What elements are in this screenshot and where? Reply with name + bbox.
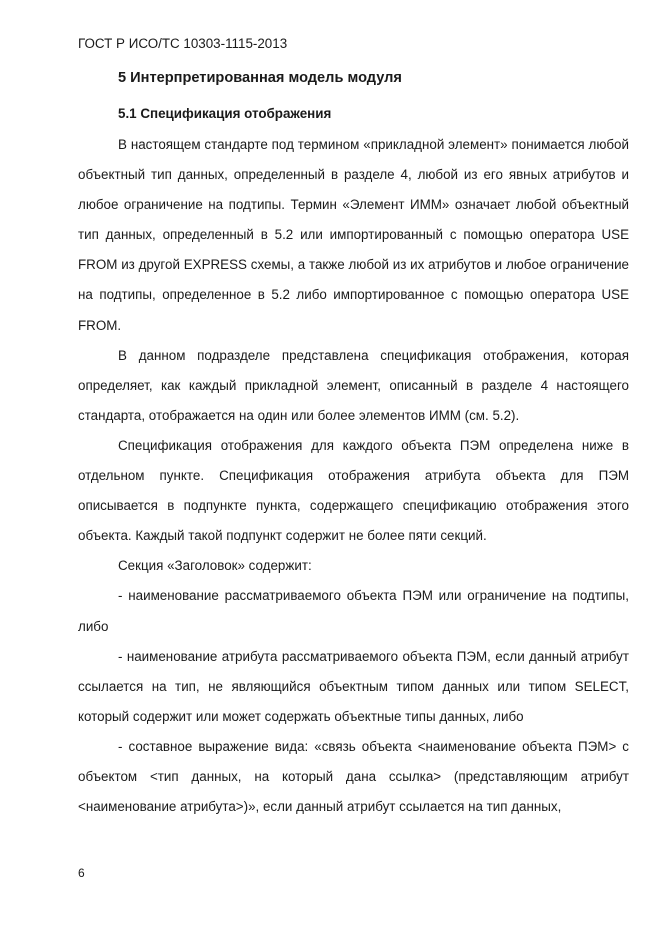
paragraph-1: В настоящем стандарте под термином «прикладной элемент» понимается любой объектный тип данных, определенный в разделе 4, любой из его явных атрибутов и любое ограничение на подтипы. Термин «Элемент ИММ» означает любой объектный тип данных, определенный в 5.2 или импортированный с помощью оператора USE FROM из другой EXPRESS схемы, а также любой из их атрибутов и любое ограничение на подтипы, определенное в 5.2 либо импортированное с помощью оператора USE FROM. <box>78 137 629 333</box>
paragraph-2: В данном подразделе представлена спецификация отображения, которая определяет, как каждый прикладной элемент, описанный в разделе 4 настоящего стандарта, отображается на один или более элементов ИММ (см. 5.2). <box>78 347 629 423</box>
subsection-title: 5.1 Спецификация отображения <box>118 106 332 121</box>
paragraph-3: Спецификация отображения для каждого объекта ПЭМ определена ниже в отдельном пункте. Спецификация отображения атрибута объекта для ПЭМ описывается в подпункте пункта, содержащего спецификацию отображения этого объекта. Каждый такой подпункт содержит не более пяти секций. <box>78 437 629 544</box>
paragraph-4: Секция «Заголовок» содержит: <box>118 558 312 574</box>
list-item: - составное выражение вида: «связь объекта <наименование объекта ПЭМ> с объектом <тип данных, на который дана ссылка> (представляющим атрибут <наименование атрибута>)», если данный атрибут ссылается на тип данных, <box>78 738 629 815</box>
page-number: 6 <box>78 866 85 880</box>
document-header: ГОСТ Р ИСО/ТС 10303-1115-2013 <box>78 36 288 51</box>
list-item: - наименование рассматриваемого объекта ПЭМ или ограничение на подтипы, либо <box>78 588 629 634</box>
body-text <box>78 130 629 822</box>
section-title: 5 Интерпретированная модель модуля <box>118 70 402 86</box>
list-item: - наименование атрибута рассматриваемого объекта ПЭМ, если данный атрибут ссылается на тип, не являющийся объектным типом данных или типом SELECT, который содержит или может содержать объектные типы данных, либо <box>78 648 629 724</box>
